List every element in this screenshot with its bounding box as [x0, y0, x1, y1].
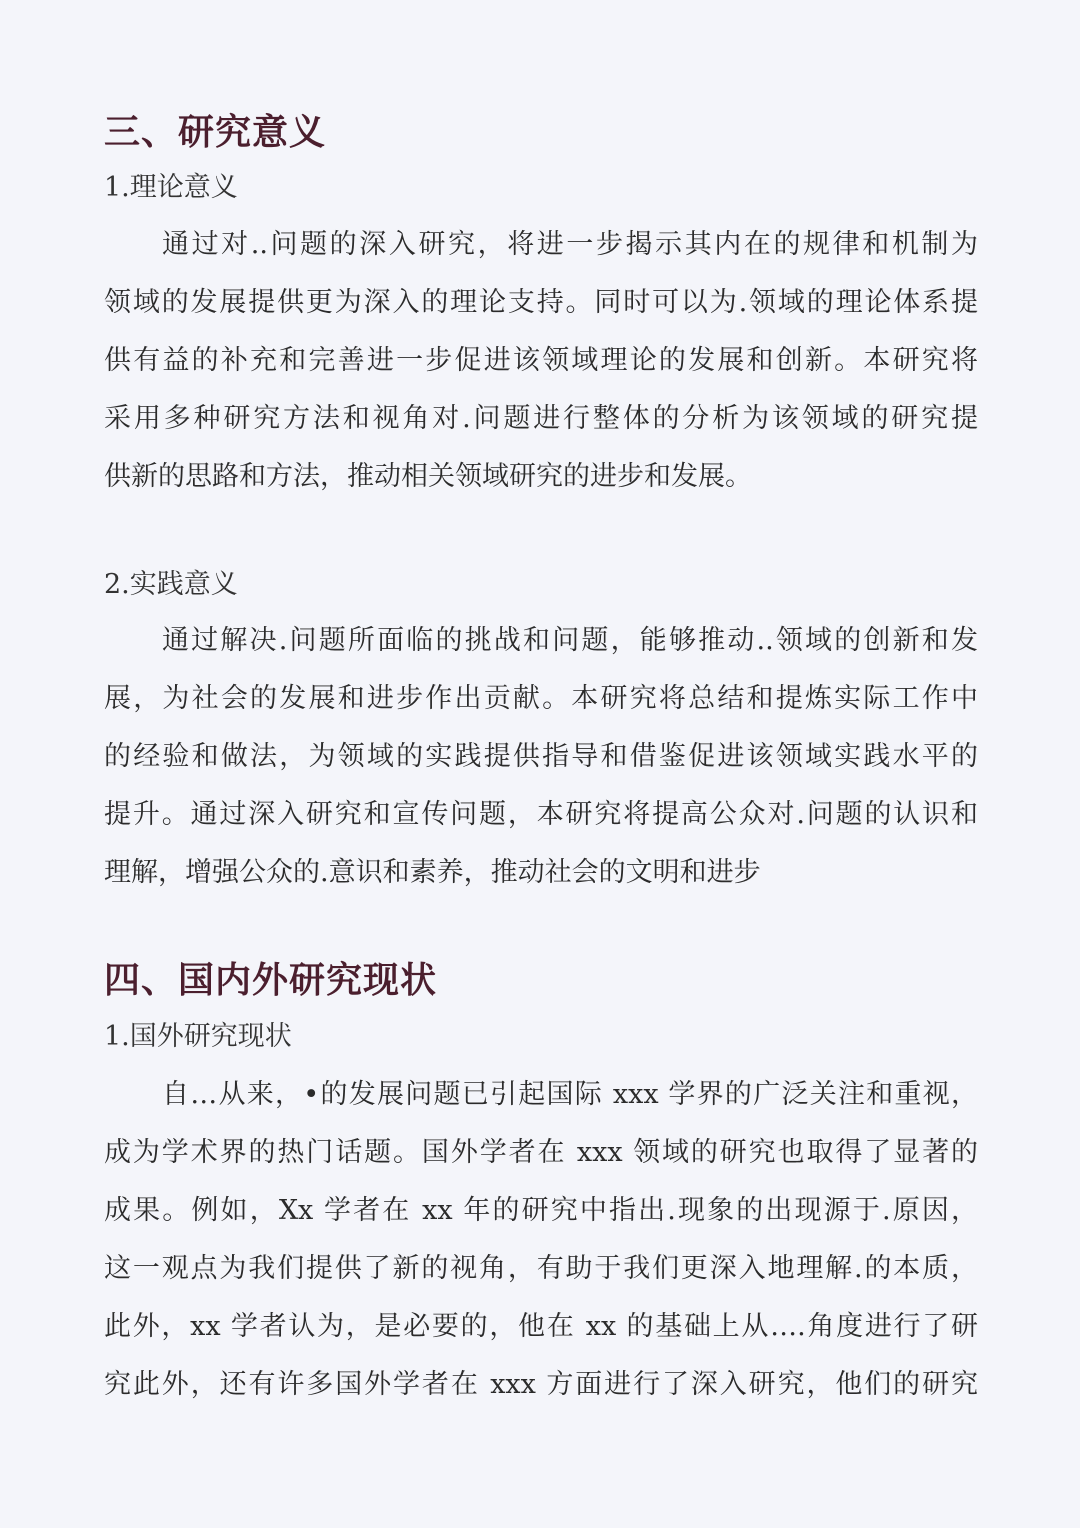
paragraph-line: 理解，增强公众的.意识和素养，推动社会的文明和进步	[104, 857, 761, 888]
paragraph-line: 领域的发展提供更为深入的理论支持。同时可以为.领域的理论体系提	[104, 287, 978, 318]
paragraph-line: 提升。通过深入研究和宣传问题，本研究将提高公众对.问题的认识和	[104, 799, 978, 830]
subheading-theoretical-significance: 1.理论意义	[104, 172, 238, 203]
section-heading-research-status: 四、国内外研究现状	[104, 959, 438, 1001]
paragraph-line: 通过解决.问题所面临的挑战和问题，能够推动..领域的创新和发	[162, 625, 978, 656]
paragraph-line: 的经验和做法，为领域的实践提供指导和借鉴促进该领域实践水平的	[104, 741, 978, 772]
paragraph-theoretical-significance	[104, 216, 978, 506]
paragraph-line: 此外，xx 学者认为，是必要的，他在 xx 的基础上从….角度进行了研	[104, 1311, 978, 1342]
subheading-foreign-research-status: 1.国外研究现状	[104, 1021, 292, 1052]
section-heading-research-significance: 三、研究意义	[104, 111, 327, 153]
paragraph-line: 展，为社会的发展和进步作出贡献。本研究将总结和提炼实际工作中	[104, 683, 978, 714]
paragraph-line: 自…从来，•的发展问题已引起国际 xxx 学界的广泛关注和重视，	[162, 1079, 978, 1110]
paragraph-line: 采用多种研究方法和视角对.问题进行整体的分析为该领域的研究提	[104, 403, 978, 434]
paragraph-line: 通过对..问题的深入研究，将进一步揭示其内在的规律和机制为	[162, 229, 978, 260]
subheading-practical-significance: 2.实践意义	[104, 569, 238, 600]
paragraph-line: 究此外，还有许多国外学者在 xxx 方面进行了深入研究，他们的研究	[104, 1369, 978, 1400]
paragraph-foreign-research-status	[104, 1066, 978, 1414]
paragraph-line: 这一观点为我们提供了新的视角，有助于我们更深入地理解.的本质，	[104, 1253, 978, 1284]
paragraph-line: 成为学术界的热门话题。国外学者在 xxx 领域的研究也取得了显著的	[104, 1137, 978, 1168]
paragraph-line: 供新的思路和方法，推动相关领域研究的进步和发展。	[104, 461, 752, 492]
paragraph-line: 成果。例如，Xx 学者在 xx 年的研究中指出.现象的出现源于.原因，	[104, 1195, 978, 1226]
paragraph-practical-significance	[104, 612, 978, 902]
paragraph-line: 供有益的补充和完善进一步促进该领域理论的发展和创新。本研究将	[104, 345, 978, 376]
